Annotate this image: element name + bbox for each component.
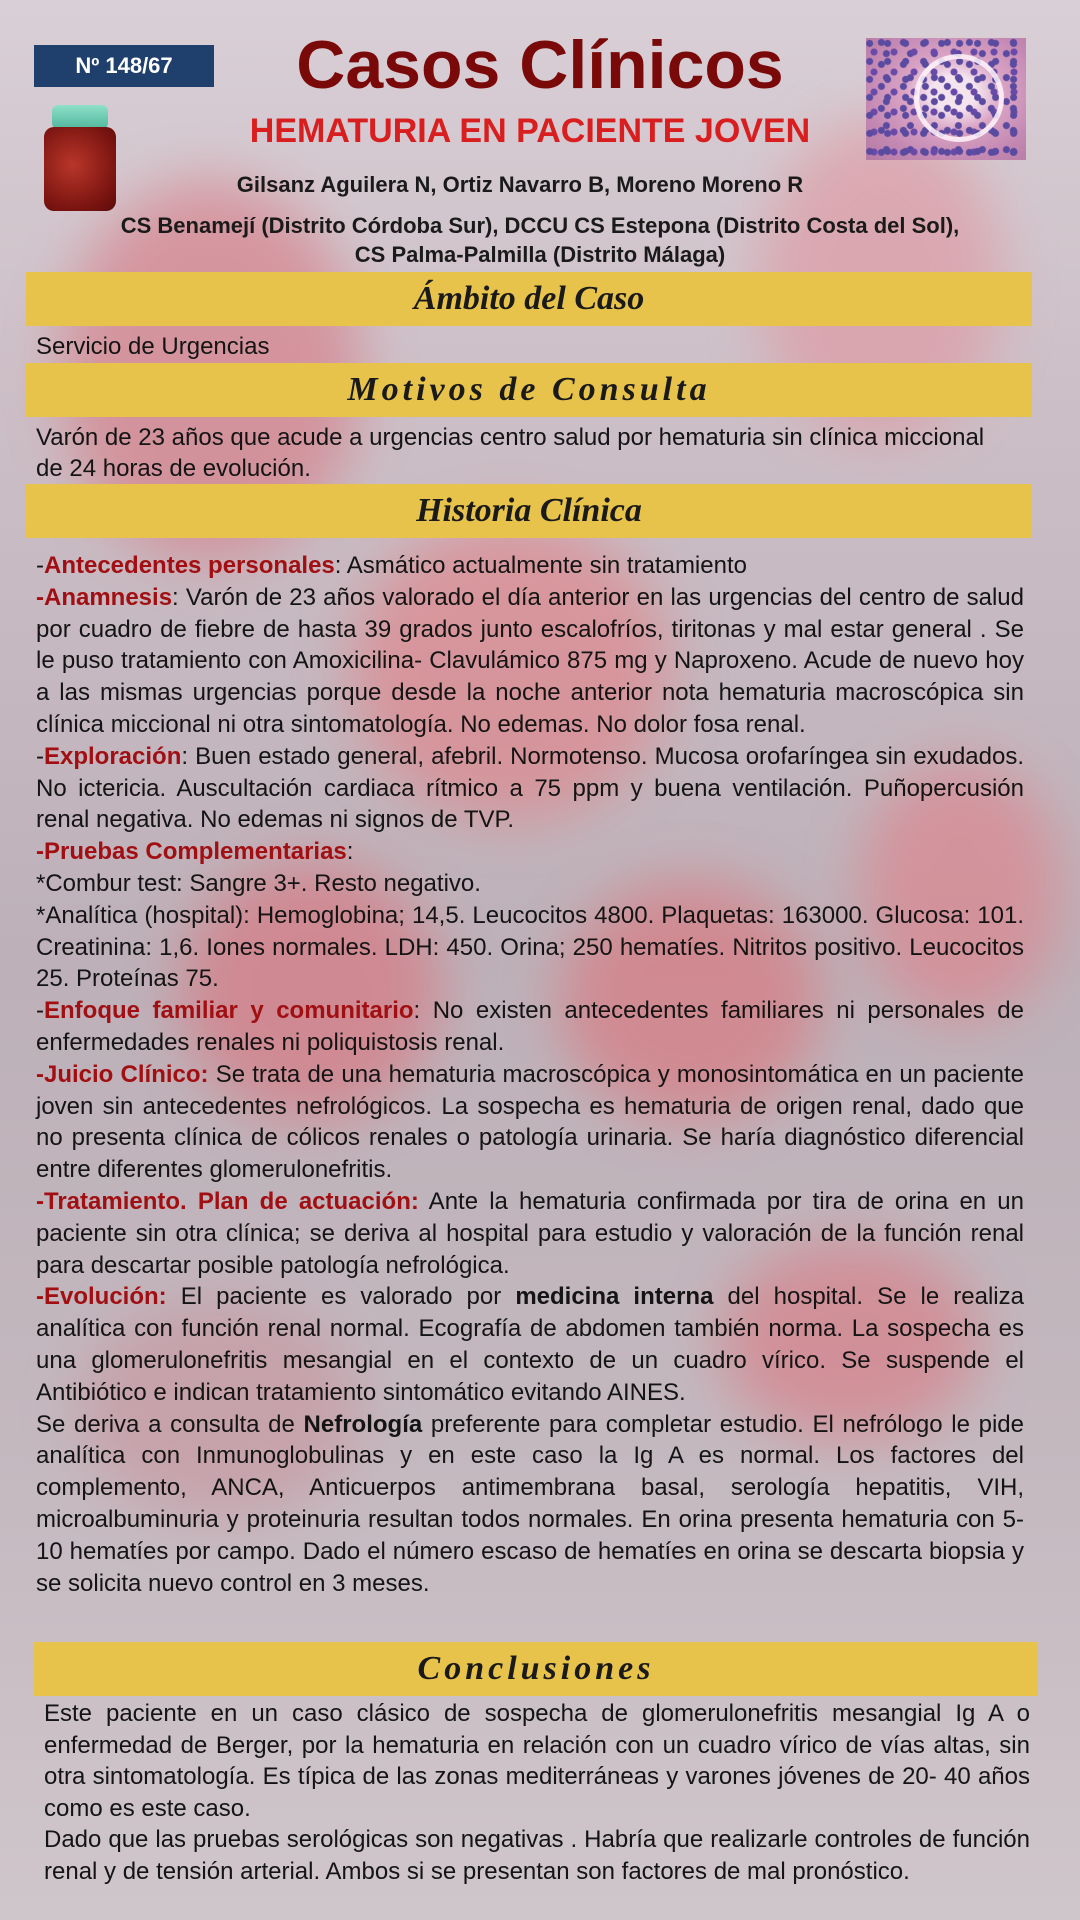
motivos-text: Varón de 23 años que acude a urgencias centro salud por hematuria sin clínica miccional de 24 horas de evolución. [36,424,985,482]
derivacion-bold: Nefrología [303,1410,423,1438]
juicio-paragraph [36,1059,1024,1186]
histology-image [866,38,1026,160]
section-heading-conclusiones: Conclusiones [34,1642,1038,1696]
pruebas-colon: : [346,838,354,866]
conclusiones-body [44,1698,1030,1888]
juicio-text: Se trata de una hematuria macroscópica y monosintomática en un paciente joven sin antecedentes nefrológicos. La sospecha es hematuria de origen renal, dado que no presenta clínica de cólicos renales o patología urinaria. Se haría diagnóstico diferencial entre diferentes glomerulonefritis. [36,1060,1024,1184]
evolucion-label: -Evolución: [36,1283,167,1311]
anamnesis-paragraph [36,582,1024,741]
tratamiento-text: Ante la hematuria confirmada por tira de orina en un paciente sin otra clínica; se deriva al hospital para estudio y valoración de la función renal para descartar posible patología nefrológica. [36,1187,1024,1279]
section-heading-ambito: Ámbito del Caso [26,272,1032,326]
pruebas-paragraph [36,836,1024,868]
tratamiento-paragraph [36,1186,1024,1281]
antecedentes-label: Antecedentes personales [44,552,335,579]
page-title: Casos Clínicos [296,27,784,103]
derivacion-text-2: preferente para completar estudio. El nefrólogo le pide analítica con Inmunoglobulinas y en este caso la Ig A es normal. Los factores del complemento, ANCA, Anticuerpos antimembrana basal, serología hepatitis, VIH, microalbuminuria y proteinuria resultan todos normales. En orina presenta hematuria con 5-10 hematíes por campo. Dado el número escaso de hematíes en orina se descarta biopsia y se solicita nuevo control en 3 meses. [36,1410,1024,1597]
tratamiento-label: -Tratamiento. Plan de actuación: [36,1187,419,1215]
enfoque-text: : No existen antecedentes familiares ni personales de enfermedades renales ni poliquistosis renal. [36,997,1024,1056]
anamnesis-label: -Anamnesis [36,583,173,611]
evolucion-paragraph [36,1281,1024,1408]
combur-paragraph: *Combur test: Sangre 3+. Resto negativo. [36,869,481,897]
case-number-badge: Nº 148/67 [34,45,214,87]
case-subtitle: HEMATURIA EN PACIENTE JOVEN [249,112,811,150]
analitica-paragraph: *Analítica (hospital): Hemoglobina; 14,5. Leucocitos 4800. Plaquetas: 163000. Glucosa: 101. Creatinina: 1,6. Iones normales. LDH: 450. Orina; 250 hematíes. Nitritos positivo. Leucocitos 25. Proteínas 75. [36,901,1024,993]
authors: Gilsanz Aguilera N, Ortiz Navarro B, Moreno Moreno R [236,172,804,197]
evolucion-bold: medicina interna [515,1283,714,1311]
derivacion-paragraph [36,1409,1024,1600]
derivacion-text-1: Se deriva a consulta de [36,1410,304,1438]
exploracion-text: : Buen estado general, afebril. Normotenso. Mucosa orofaríngea sin exudados. No ictericia. Auscultación cardiaca rítmico a 75 ppm y buena ventilación. Puñopercusión renal negativa. No edemas ni signos de TVP. [36,742,1024,834]
exploracion-paragraph: -Exploración: Buen estado general, afebril. Normotenso. Mucosa orofaríngea sin exudados. No ictericia. Auscultación cardiaca rítmico a 75 ppm y buena ventilación. Puñopercusión renal negativa. No edemas ni signos de TVP. [36,742,1024,834]
antecedentes-paragraph: -Antecedentes personales: Asmático actualmente sin tratamiento [36,552,747,579]
ambito-text: Servicio de Urgencias [36,333,270,360]
section-heading-historia: Historia Clínica [26,484,1032,538]
juicio-label: -Juicio Clínico: [36,1060,209,1088]
antecedentes-text: : Asmático actualmente sin tratamiento [334,552,747,579]
enfoque-paragraph: -Enfoque familiar y comunitario: No existen antecedentes familiares ni personales de enfermedades renales ni poliquistosis renal. [36,997,1024,1056]
conclusiones-paragraph-2: Dado que las pruebas serológicas son negativas . Habría que realizarle controles de función renal y de tensión arterial. Ambos si se presentan son factores de mal pronóstico. [44,1826,1030,1885]
affiliation-line-1: CS Benamejí (Distrito Córdoba Sur), DCCU CS Estepona (Distrito Costa del Sol), [120,213,960,238]
exploracion-label: Exploración [44,742,182,770]
pruebas-label: -Pruebas Complementarias [36,838,347,866]
urine-sample-image [40,105,120,213]
section-heading-motivos: Motivos de Consulta [26,363,1032,417]
enfoque-label: Enfoque familiar y comunitario [44,997,414,1025]
affiliations [60,211,1020,269]
anamnesis-text: : Varón de 23 años valorado el día anterior en las urgencias del centro de salud por cuadro de fiebre de hasta 39 grados junto escalofríos, tiritonas y mal estar general . Se le puso tratamiento con Amoxicilina- Clavulámico 875 mg y Naproxeno. Acude de nuevo hoy a las mismas urgencias porque desde la noche anterior nota hematuria macroscópica sin clínica miccional ni otra sintomatología. No edemas. No dolor fosa renal. [36,583,1024,738]
evolucion-text-1: El paciente es valorado por [166,1283,516,1311]
conclusiones-paragraph-1: Este paciente en un caso clásico de sospecha de glomerulonefritis mesangial Ig A o enfermedad de Berger, por la hematuria en relación con un cuadro vírico de vías altas, sin otra sintomatología. Es típica de las zonas mediterráneas y varones jóvenes de 20- 40 años como es este caso. [44,1700,1030,1822]
evolucion-text-2: del hospital. Se le realiza analítica con función renal normal. Ecografía de abdomen también norma. La sospecha es una glomerulonefritis mesangial en el contexto de un cuadro vírico. Se suspende el Antibiótico e indican tratamiento sintomático evitando AINES. [36,1283,1024,1406]
affiliation-line-2: CS Palma-Palmilla (Distrito Málaga) [354,242,726,267]
historia-body [36,550,1024,1599]
